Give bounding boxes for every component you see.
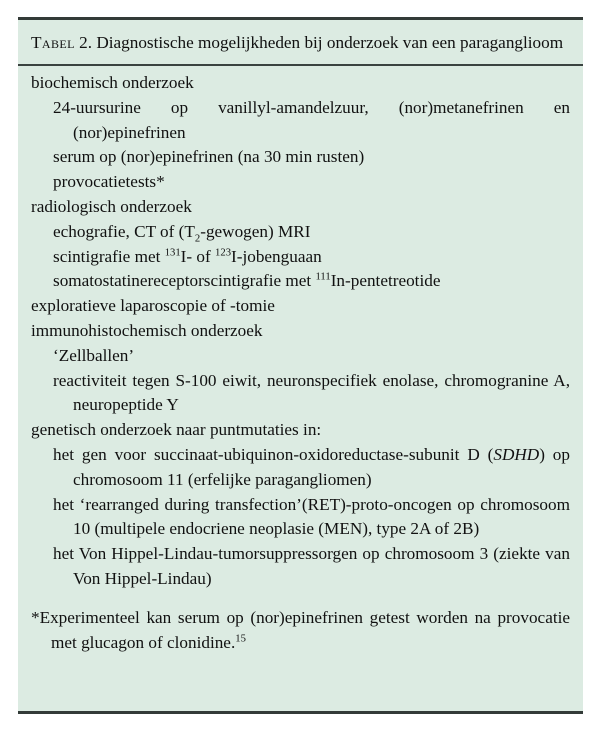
footnote-text: *Experimenteel kan serum op (nor)epinefrinen getest worden na provocatie met glucagon of clonidine. (31, 607, 570, 652)
list-item: het Von Hippel-Lindau-tumorsuppressorgen op chromosoom 3 (ziekte van Von Hippel-Lindau) (53, 544, 570, 588)
table-footnote (18, 592, 583, 666)
table-caption (18, 20, 583, 66)
list-item: biochemisch onderzoek (31, 73, 194, 92)
list-item: radiologisch onderzoek (31, 196, 192, 216)
caption-text: Diagnostische mogelijkheden bij onderzoek van een paraganglioom (96, 33, 564, 52)
table-label: Tabel (31, 33, 75, 52)
list-item: exploratieve laparoscopie of -tomie (31, 296, 275, 316)
diagnostic-options-list (18, 66, 583, 592)
list-item: het ‘rearranged during transfection’(RET)-proto-oncogen op chromosoom 10 (multipele endocriene neoplasie (MEN), type 2A of 2B) (53, 494, 570, 539)
footnote-reference: 15 (235, 632, 246, 644)
list-item: provocatietests* (53, 172, 165, 192)
list-item: het gen voor succinaat-ubiquinon-oxidoreductase-subunit D (SDHD) op chromosoom 11 (erfelijke paragangliomen) (53, 444, 570, 489)
list-item: serum op (nor)epinefrinen (na 30 min rusten) (53, 147, 365, 167)
list-item: scintigrafie met $^{131}$I- of $^{123}$I-jobenguaan (53, 246, 322, 266)
list-item: immunohistochemisch onderzoek (31, 320, 263, 340)
table-container (18, 17, 583, 714)
list-item: reactiviteit tegen S-100 eiwit, neuronspecifiek enolase, chromogranine A, neuropeptide Y (53, 370, 570, 415)
table-number: 2. (79, 33, 93, 52)
list-item: echografie, CT of $(T_2-gewogen)$ MRI (53, 221, 311, 245)
list-item: somatostatinereceptorscintigrafie met $^{111}$In-pentetreotide (53, 271, 441, 291)
list-item: genetisch onderzoek naar puntmutaties in: (31, 420, 322, 440)
list-item: ‘Zellballen’ (53, 345, 135, 365)
list-item: 24-uursurine op vanillyl-amandelzuur, (nor)metanefrinen en (nor)epinefrinen (53, 97, 570, 142)
